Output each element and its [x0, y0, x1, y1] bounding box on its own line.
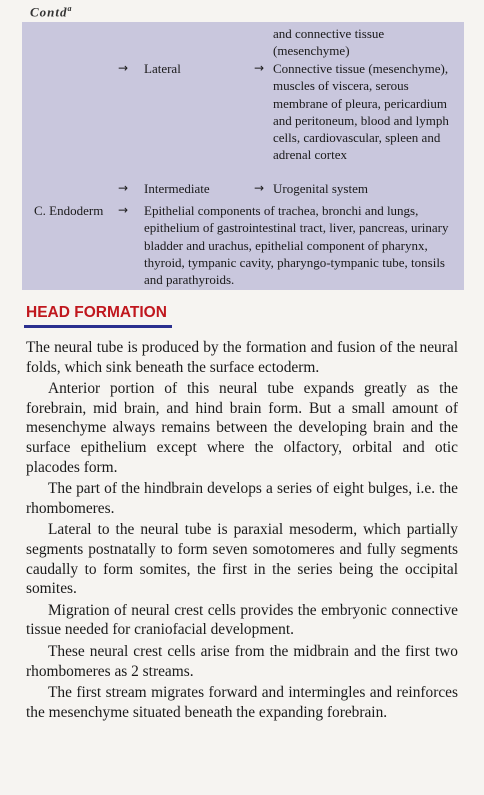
lateral-desc-arrow: → — [254, 61, 265, 75]
contd-label: Contd$^a$ — [30, 4, 73, 20]
paragraph: These neural crest cells arise from the midbrain and the first two rhombomeres as 2 streams. — [26, 642, 458, 680]
paragraph: The first stream migrates forward and intermingles and reinforces the mesenchyme situated beneath the expanding forebrain. — [26, 684, 458, 721]
intermediate-desc-arrow: → — [254, 181, 265, 195]
endoderm-description: Epithelial components of trachea, bronchi and lungs, epithelium of gastrointestinal tract, liver, pancreas, urinary bladder and urachus, epithelial component of pharynx, thyroid, tympanic cavity, pharyngo-tympanic tube, tonsils and parathyroids. — [144, 203, 449, 288]
paragraph: Migration of neural crest cells provides the embryonic connective tissue needed for craniofacial development. — [26, 601, 458, 639]
germ-layer-table — [22, 22, 464, 290]
continued-description: and connective tissue (mesenchyme) — [273, 26, 385, 59]
endoderm-label: C. Endoderm — [34, 203, 104, 218]
lateral-description: Connective tissue (mesenchyme), muscles of viscera, serous membrane of pleura, pericardium and peritoneum, blood and lymph cells, cardiovascular, spleen and adrenal cortex — [273, 61, 449, 163]
paragraph: Lateral to the neural tube is paraxial mesoderm, which partially segments postnatally to form seven somotomeres and fully segments caudally to form somites, the first in the series being the occipital somites. — [26, 521, 458, 598]
heading-underline — [24, 325, 172, 328]
lateral-arrow: → — [118, 61, 129, 75]
intermediate-arrow: → — [118, 181, 129, 195]
intermediate-description: Urogenital system — [273, 181, 368, 196]
paragraph: Anterior portion of this neural tube expands greatly as the forebrain, mid brain, and hind brain form. But a small amount of mesenchyme always remains between the developing brain and the surface epithelium except where the olfactory, orbital and otic placodes form. — [26, 380, 458, 476]
section-heading: HEAD FORMATION — [26, 304, 167, 321]
intermediate-label: Intermediate — [144, 181, 210, 196]
body-text — [26, 338, 458, 724]
lateral-label: Lateral — [144, 61, 181, 76]
paragraph: The part of the hindbrain develops a series of eight bulges, i.e. the rhombomeres. — [26, 480, 458, 517]
paragraph: The neural tube is produced by the formation and fusion of the neural folds, which sink beneath the surface ectoderm. — [26, 339, 458, 376]
endoderm-arrow: → — [118, 203, 129, 217]
